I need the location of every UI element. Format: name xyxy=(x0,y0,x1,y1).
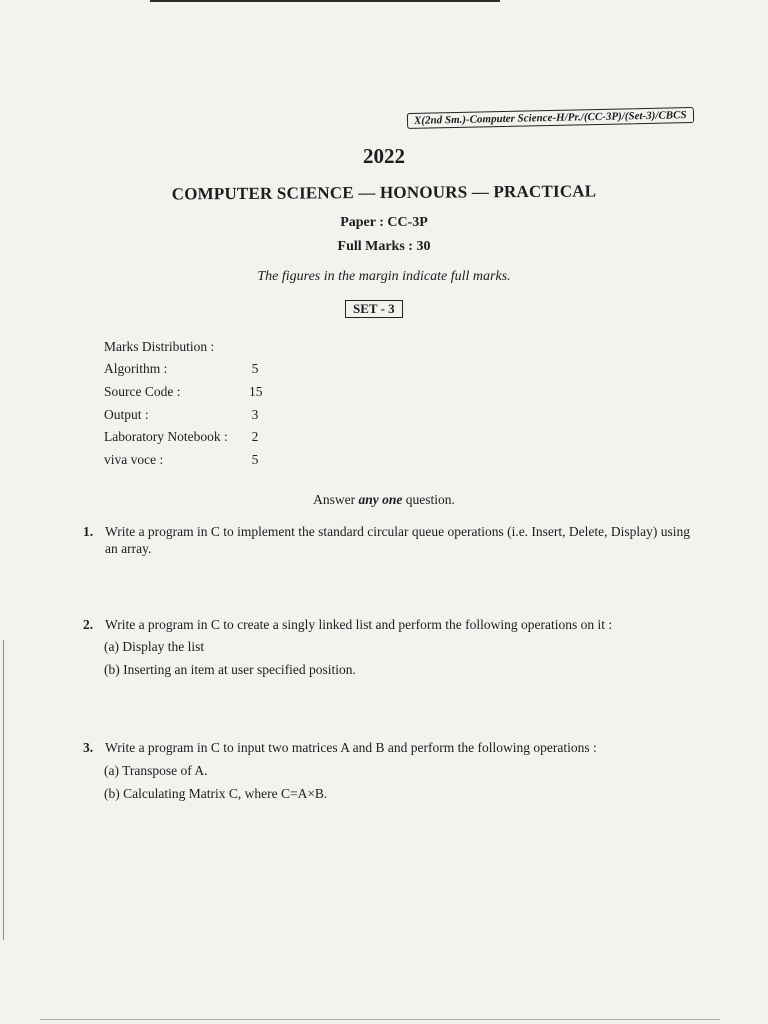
instruction-emphasis: any one xyxy=(358,492,403,507)
subject-title: COMPUTER SCIENCE — HONOURS — PRACTICAL xyxy=(171,181,597,204)
distribution-value: 3 xyxy=(251,406,259,422)
margin-note: The figures in the margin indicate full marks. xyxy=(257,269,511,284)
distribution-row xyxy=(104,449,269,472)
question-text: Write a program in C to implement the standard circular queue operations (i.e. Insert, Delete, Display) using an array. xyxy=(105,524,691,556)
exam-year: 2022 xyxy=(363,144,405,168)
question-part: (b) Calculating Matrix C, where C=A×B. xyxy=(104,786,328,801)
distribution-label: Source Code : xyxy=(104,383,181,399)
distribution-value: 5 xyxy=(251,452,259,468)
question-text: Write a program in C to input two matrices A and B and perform the following operations : xyxy=(105,740,597,755)
distribution-row xyxy=(104,381,269,404)
question-part: (b) Inserting an item at user specified position. xyxy=(104,662,356,677)
question-number: 2. xyxy=(83,617,94,632)
distribution-row xyxy=(104,404,269,427)
paper-name: Paper : CC-3P xyxy=(340,215,428,230)
distribution-label: Algorithm : xyxy=(104,361,168,376)
scan-left-edge xyxy=(3,640,4,940)
marks-distribution xyxy=(104,336,269,472)
distribution-value: 15 xyxy=(249,383,263,399)
scan-top-edge xyxy=(150,0,500,2)
instruction-suffix: question. xyxy=(405,492,455,507)
question-text: Write a program in C to create a singly linked list and perform the following operations on it : xyxy=(105,617,613,632)
paper-code: X(2nd Sm.)-Computer Science-H/Pr./(CC-3P)/(Set-3)/CBCS xyxy=(407,107,694,129)
distribution-label: Laboratory Notebook : xyxy=(104,429,228,445)
set-label: SET - 3 xyxy=(345,300,403,318)
scan-bottom-edge xyxy=(40,1019,720,1020)
distribution-value: 5 xyxy=(251,361,259,376)
question-part: (a) Transpose of A. xyxy=(104,763,208,778)
distribution-label: Output : xyxy=(104,406,149,422)
distribution-heading: Marks Distribution : xyxy=(104,339,215,354)
question-part: (a) Display the list xyxy=(104,639,205,654)
distribution-label: viva voce : xyxy=(104,452,164,468)
question-number: 3. xyxy=(83,740,94,755)
full-marks: Full Marks : 30 xyxy=(337,239,431,254)
distribution-row xyxy=(104,426,269,449)
question-number: 1. xyxy=(83,524,94,539)
distribution-row xyxy=(104,358,269,381)
answer-instruction xyxy=(0,492,768,508)
instruction-prefix: Answer xyxy=(313,492,356,507)
distribution-value: 2 xyxy=(251,429,259,445)
